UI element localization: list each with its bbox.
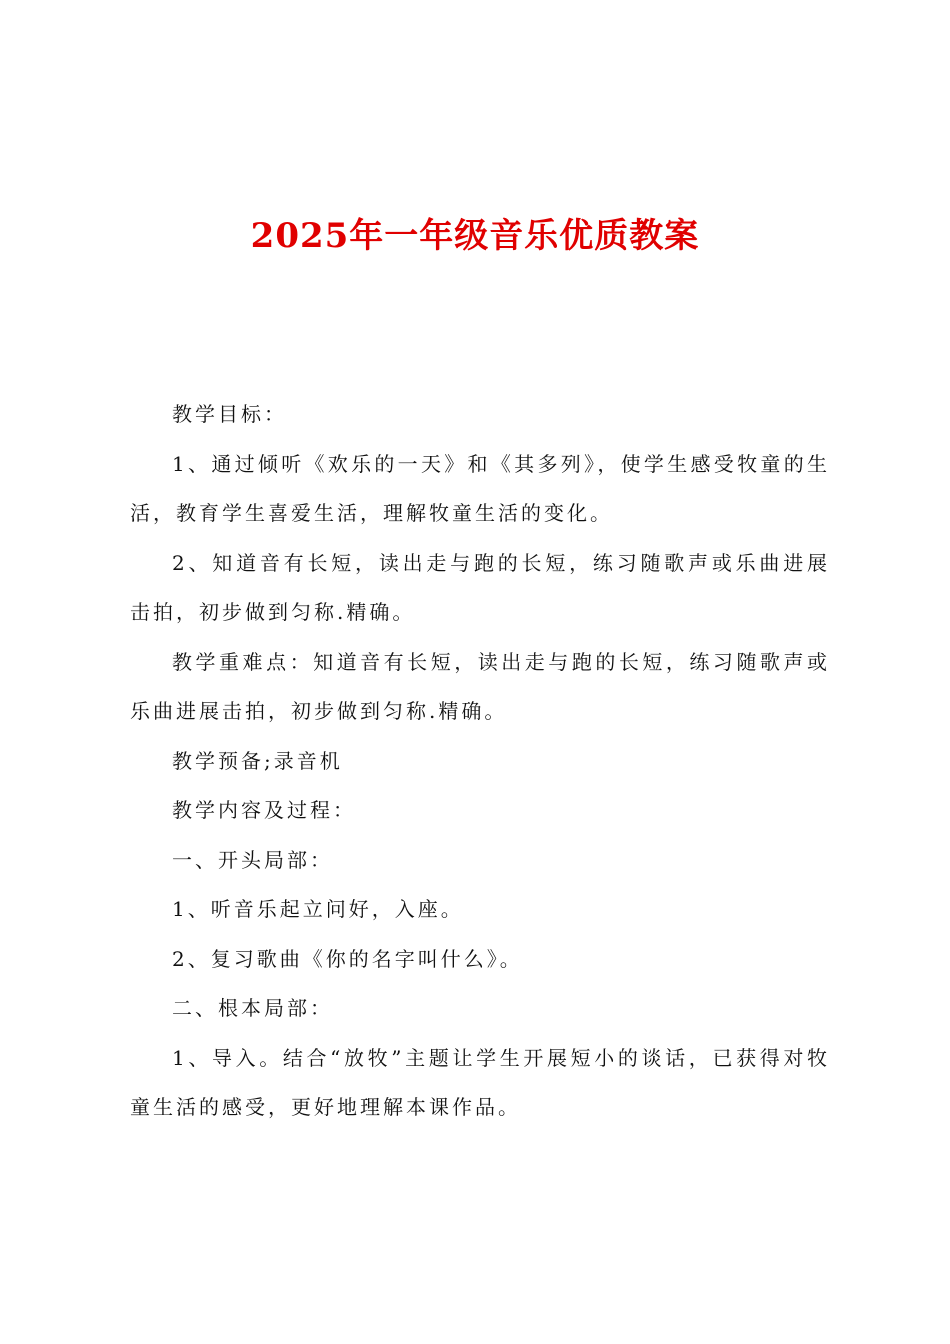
paragraph-section-2-heading: 二、根本局部：: [172, 996, 333, 1020]
paragraph-preparation: 教学预备;录音机: [172, 748, 343, 773]
paragraph-section-1-heading: 一、开头局部：: [172, 847, 333, 872]
paragraph-key-points: 教学重难点：知道音有长短，读出走与跑的长短，练习随歌声或乐曲进展击拍，初步做到匀称.精确。: [130, 649, 830, 723]
paragraph-content-heading: 教学内容及过程：: [172, 798, 356, 822]
paragraph-teaching-goals-heading: 教学目标：: [172, 402, 287, 426]
paragraph-section-2-item-1: 1、导入。结合“放牧”主题让学生开展短小的谈话，已获得对牧童生活的感受，更好地理解本课作品。: [130, 1045, 830, 1119]
paragraph-goal-2: 2、知道音有长短，读出走与跑的长短，练习随歌声或乐曲进展击拍，初步做到匀称.精确。: [130, 550, 830, 624]
paragraph-section-1-item-2: 2、复习歌曲《你的名字叫什么》。: [172, 946, 523, 971]
paragraph-goal-1: 1、通过倾听《欢乐的一天》和《其多列》，使学生感受牧童的生活，教育学生喜爱生活，理解牧童生活的变化。: [130, 451, 830, 525]
document-title: 2025年一年级音乐优质教案: [250, 216, 700, 256]
paragraph-section-1-item-1: 1、听音乐起立问好，入座。: [172, 897, 464, 921]
document-body: [130, 390, 830, 1133]
